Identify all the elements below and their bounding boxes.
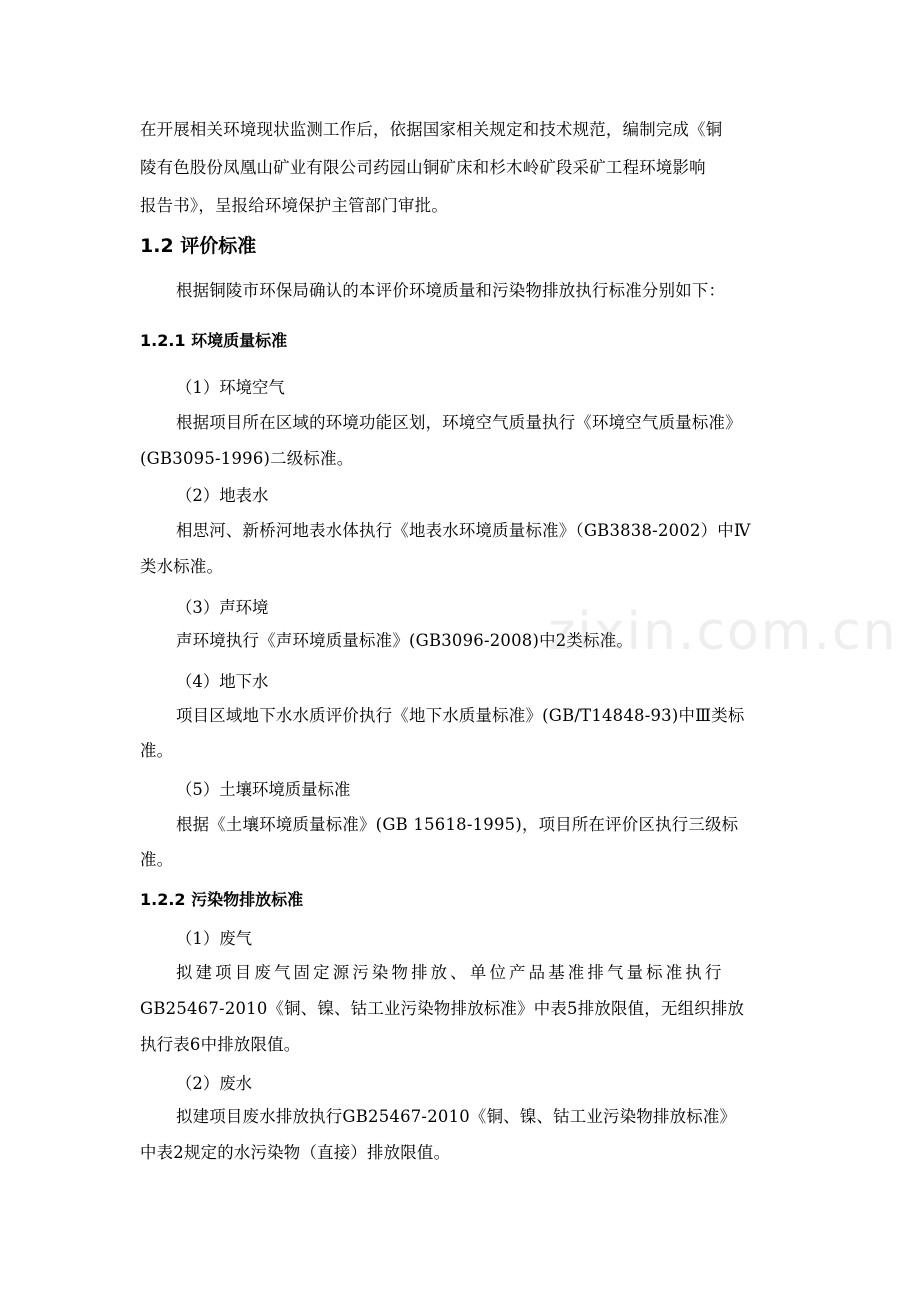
air-label: （1）环境空气 <box>176 378 285 397</box>
soil-label: （5）土壤环境质量标准 <box>176 780 351 799</box>
air-line-1: 根据项目所在区域的环境功能区划，环境空气质量执行《环境空气质量标准》 <box>176 413 742 432</box>
surface-water-line-2: 类水标准。 <box>140 557 224 576</box>
exhaust-gas-line-1: 拟建项目废气固定源污染物排放、单位产品基准排气量标准执行 <box>176 963 725 982</box>
intro-line-1: 在开展相关环境现状监测工作后，依据国家相关规定和技术规范，编制完成《铜 <box>140 120 723 139</box>
air-line-2: (GB3095-1996)二级标准。 <box>140 449 354 468</box>
section-heading-1-2: 1.2 评价标准 <box>140 235 257 257</box>
exhaust-gas-line-3: 执行表6中排放限值。 <box>140 1035 301 1054</box>
wastewater-label: （2）废水 <box>176 1074 252 1093</box>
wastewater-line-1: 拟建项目废水排放执行GB25467-2010《铜、镍、钴工业污染物排放标准》 <box>176 1107 737 1126</box>
wastewater-line-2: 中表2规定的水污染物（直接）排放限值。 <box>140 1143 451 1162</box>
section-1-2-intro: 根据铜陵市环保局确认的本评价环境质量和污染物排放执行标准分别如下： <box>176 281 726 300</box>
exhaust-gas-label: （1）废气 <box>176 929 252 948</box>
surface-water-line-1: 相思河、新桥河地表水体执行《地表水环境质量标准》（GB3838-2002）中Ⅳ <box>176 521 751 540</box>
site-watermark: zixin.com.cn <box>548 602 898 662</box>
noise-label: （3）声环境 <box>176 598 269 617</box>
exhaust-gas-line-2: GB25467-2010《铜、镍、钴工业污染物排放标准》中表5排放限值，无组织排放 <box>140 999 745 1018</box>
surface-water-label: （2）地表水 <box>176 486 269 505</box>
soil-line-1: 根据《土壤环境质量标准》(GB 15618-1995)，项目所在评价区执行三级标 <box>176 815 739 834</box>
groundwater-line-1: 项目区域地下水水质评价执行《地下水质量标准》(GB/T14848-93)中Ⅲ类标 <box>176 706 745 725</box>
noise-line-1: 声环境执行《声环境质量标准》(GB3096-2008)中2类标准。 <box>176 631 633 650</box>
section-heading-1-2-2: 1.2.2 污染物排放标准 <box>140 890 304 909</box>
groundwater-line-2: 准。 <box>140 741 174 760</box>
intro-line-3: 报告书》，呈报给环境保护主管部门审批。 <box>140 196 448 215</box>
groundwater-label: （4）地下水 <box>176 672 269 691</box>
soil-line-2: 准。 <box>140 850 174 869</box>
intro-line-2: 陵有色股份凤凰山矿业有限公司药园山铜矿床和杉木岭矿段采矿工程环境影响 <box>140 158 706 177</box>
section-heading-1-2-1: 1.2.1 环境质量标准 <box>140 331 288 350</box>
